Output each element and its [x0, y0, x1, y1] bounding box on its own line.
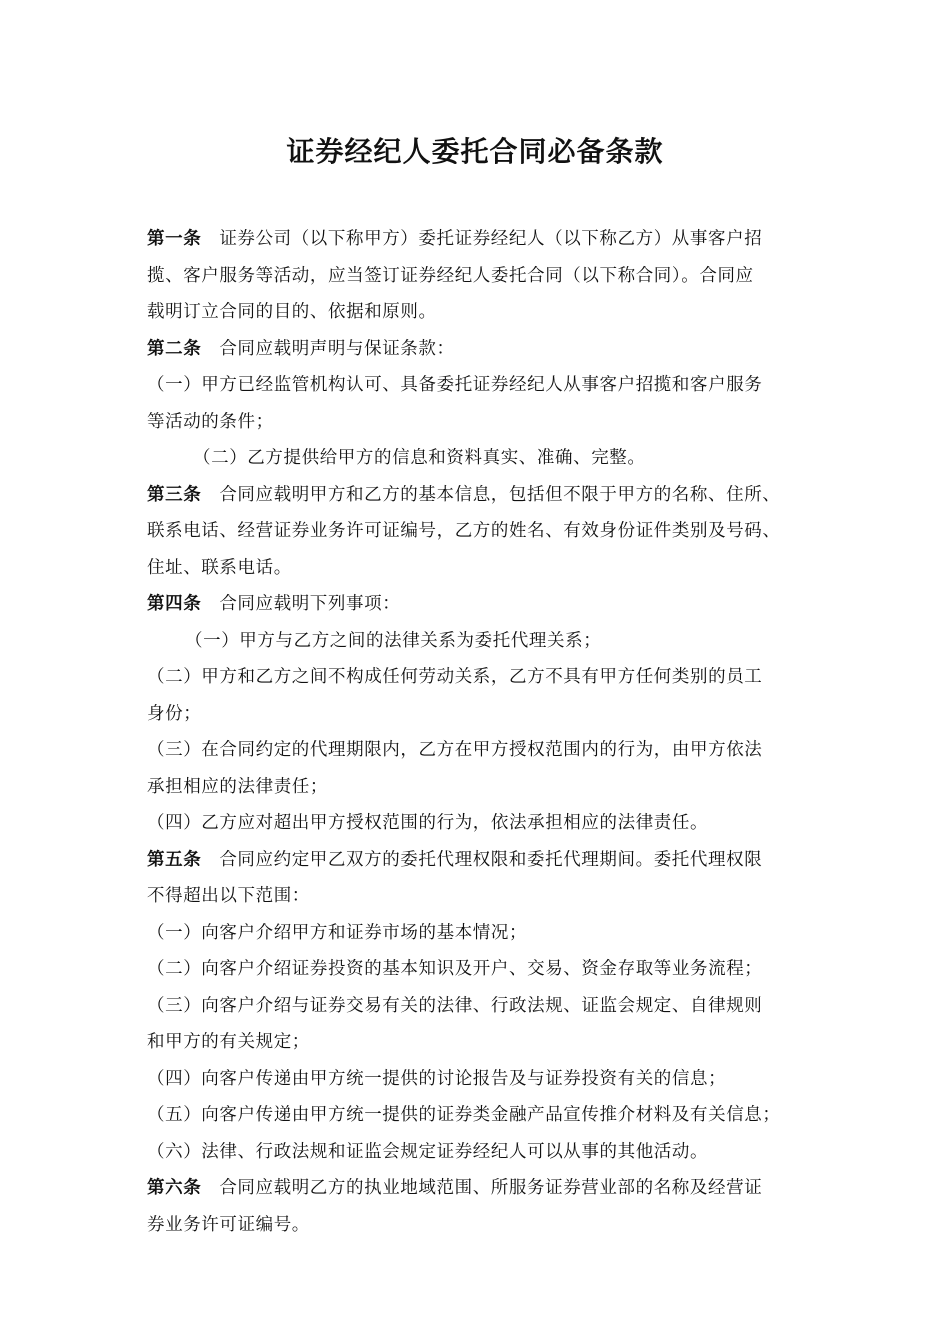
- paragraph-line: [147, 696, 817, 733]
- paragraph-line: [147, 623, 817, 660]
- paragraph-line: [147, 1061, 817, 1098]
- paragraph-line: [147, 1024, 817, 1061]
- line-text: （二）甲方和乙方之间不构成任何劳动关系，乙方不具有甲方任何类别的员工: [147, 667, 763, 687]
- paragraph-line: [147, 586, 817, 623]
- line-text: （四）乙方应对超出甲方授权范围的行为，依法承担相应的法律责任。: [147, 813, 709, 833]
- article-label: 第五条: [147, 849, 202, 870]
- line-text: 身份；: [147, 703, 202, 724]
- line-text: 券业务许可证编号。: [147, 1214, 310, 1235]
- paragraph-line: [147, 367, 817, 404]
- paragraph-line: [147, 404, 817, 441]
- line-text: （二）乙方提供给甲方的信息和资料真实、准确、完整。: [193, 448, 646, 468]
- line-text: （一）甲方已经监管机构认可、具备委托证券经纪人从事客户招揽和客户服务: [147, 375, 763, 395]
- paragraph-line: [147, 951, 817, 988]
- paragraph-line: [147, 1097, 817, 1134]
- line-text: 和甲方的有关规定；: [147, 1032, 310, 1052]
- paragraph-line: [147, 805, 817, 842]
- line-text: （三）向客户介绍与证券交易有关的法律、行政法规、证监会规定、自律规则: [147, 995, 763, 1016]
- article-label: 第三条: [147, 484, 202, 505]
- paragraph-line: [147, 550, 817, 587]
- paragraph-line: [147, 732, 817, 769]
- paragraph-line: [147, 513, 817, 550]
- paragraph-line: [147, 477, 817, 514]
- article-label: 第六条: [147, 1178, 202, 1198]
- paragraph-line: [147, 915, 817, 952]
- line-text: 合同应载明声明与保证条款：: [219, 338, 455, 359]
- paragraph-line: [147, 1207, 817, 1244]
- paragraph-line: [147, 331, 817, 368]
- line-text: 合同应载明乙方的执业地域范围、所服务证券营业部的名称及经营证: [219, 1178, 763, 1198]
- line-text: 住址、联系电话。: [147, 557, 292, 578]
- document-body: [147, 221, 817, 1243]
- article-label: 第一条: [147, 229, 202, 249]
- paragraph-line: [147, 659, 817, 696]
- paragraph-line: [147, 842, 817, 879]
- paragraph-line: [147, 221, 817, 258]
- paragraph-line: [147, 1134, 817, 1171]
- paragraph-line: [147, 1170, 817, 1207]
- line-text: （二）向客户介绍证券投资的基本知识及开户、交易、资金存取等业务流程；: [147, 959, 763, 979]
- paragraph-line: [147, 878, 817, 915]
- line-text: 不得超出以下范围：: [147, 886, 310, 906]
- line-text: 等活动的条件；: [147, 411, 274, 432]
- line-text: 承担相应的法律责任；: [147, 776, 328, 797]
- line-text: （五）向客户传递由甲方统一提供的证券类金融产品宣传推介材料及有关信息；: [147, 1105, 781, 1125]
- paragraph-line: [147, 440, 817, 477]
- paragraph-line: [147, 769, 817, 806]
- line-text: 合同应载明下列事项：: [219, 594, 401, 614]
- article-label: 第四条: [147, 594, 202, 614]
- line-text: （六）法律、行政法规和证监会规定证券经纪人可以从事的其他活动。: [147, 1141, 709, 1162]
- line-text: 载明订立合同的目的、依据和原则。: [147, 302, 437, 322]
- line-text: 联系电话、经营证券业务许可证编号，乙方的姓名、有效身份证件类别及号码、: [147, 521, 781, 541]
- document-title: 证券经纪人委托合同必备条款: [286, 135, 664, 168]
- paragraph-line: [147, 294, 817, 331]
- line-text: （四）向客户传递由甲方统一提供的讨论报告及与证券投资有关的信息；: [147, 1068, 727, 1089]
- line-text: 证券公司（以下称甲方）委托证券经纪人（以下称乙方）从事客户招: [219, 229, 763, 249]
- line-text: （一）向客户介绍甲方和证券市场的基本情况；: [147, 922, 528, 943]
- article-label: 第二条: [147, 338, 202, 359]
- line-text: （三）在合同约定的代理期限内，乙方在甲方授权范围内的行为，由甲方依法: [147, 740, 763, 760]
- paragraph-line: [147, 988, 817, 1025]
- paragraph-line: [147, 258, 817, 295]
- line-text: （一）甲方与乙方之间的法律关系为委托代理关系；: [185, 630, 602, 651]
- line-text: 揽、客户服务等活动，应当签订证券经纪人委托合同（以下称合同）。合同应: [147, 265, 754, 286]
- line-text: 合同应载明甲方和乙方的基本信息，包括但不限于甲方的名称、住所、: [219, 484, 781, 505]
- line-text: 合同应约定甲乙双方的委托代理权限和委托代理期间。委托代理权限: [219, 849, 763, 870]
